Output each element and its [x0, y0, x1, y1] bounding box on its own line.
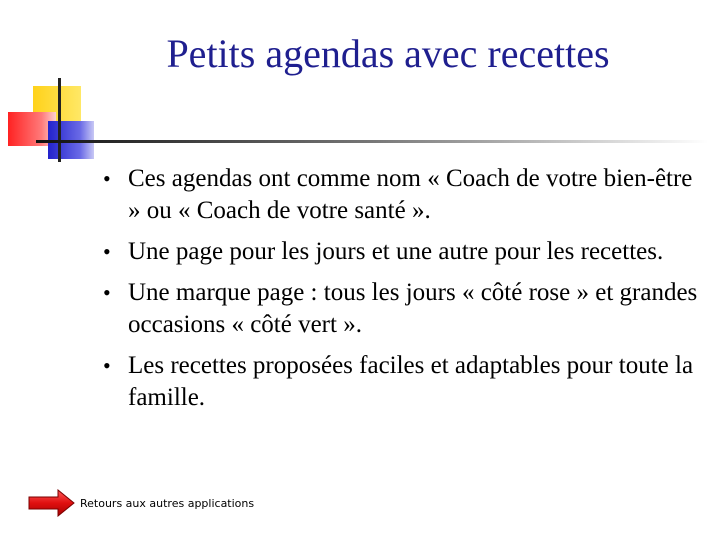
bullet-dot-icon: • [103, 280, 111, 305]
bullet-dot-icon: • [103, 166, 111, 191]
bullet-item [100, 350, 700, 414]
bullet-list [100, 163, 700, 423]
decor-vertical-line [58, 78, 61, 162]
bullet-text: Ces agendas ont comme nom « Coach de votre bien-être » ou « Coach de votre santé ». [128, 165, 693, 224]
bullet-item [100, 277, 700, 341]
bullet-item [100, 236, 700, 268]
back-to-applications-link[interactable] [28, 488, 254, 518]
right-arrow-icon[interactable] [28, 489, 76, 517]
title-decoration [0, 0, 720, 170]
bullet-dot-icon: • [103, 239, 111, 264]
decor-horizontal-line [36, 140, 708, 143]
bullet-dot-icon: • [103, 353, 111, 378]
bullet-text: Une page pour les jours et une autre pour les recettes. [128, 238, 664, 265]
bullet-text: Une marque page : tous les jours « côté rose » et grandes occasions « côté vert ». [128, 279, 698, 338]
bullet-item [100, 163, 700, 227]
back-link-label[interactable]: Retours aux autres applications [80, 496, 255, 510]
slide-title: Petits agendas avec recettes [166, 31, 610, 76]
bullet-text: Les recettes proposées faciles et adaptables pour toute la famille. [128, 352, 694, 411]
